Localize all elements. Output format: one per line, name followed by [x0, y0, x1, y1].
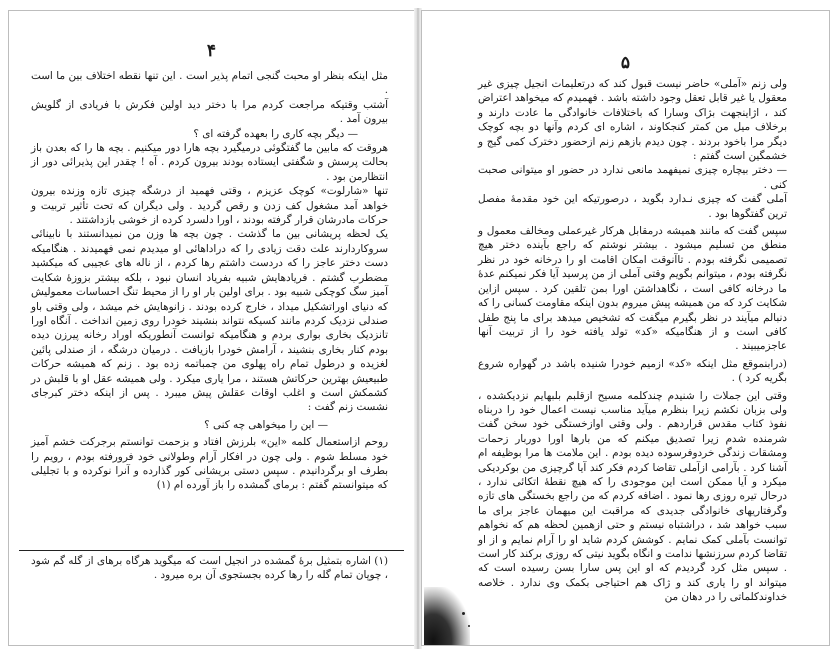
- paragraph: یک لحظه پریشانی بین ما گذشت . چون بچه ها وزن من نمیدانستند با نابینائی سروکاردارند علت دقت زیادی را که دراداهائی او میدیدم نمی فهمیدند . هنگامیکه دست دختر عاجز را که دردست داشتم رها کردم ، از ناله های عجیبی که میکشید مضطرب گشتم . فریادهایش شبیه بفریاد انسان نبود ، بلکه بیشتر بزوزۀ شکایت آمیز سگ کوچکی شبیه بود . برای اولین بار او را از محیط تنگ احساسات معمولیش که دنیای اوراتشکیل میداد ، خارج کرده بودند . زانوهایش خم میشد ، ولی وقتی باو صندلی نزدیک کردم مانند کسیکه نتواند بنشیند خودرا روی زمین انداخت . آنگاه اورا تانزدیک بخاری بواری بردم و هنگامیکه توانست آنطوریکه اوراد رخانه پیرزن دیده بودم کنار بخاری بنشیند ، آرامش خودرا بازیافت . درمیان درشگه ، از صندلی پائین لغزیده و درطول تمام راه پهلوی من چمباتمه زده بود . زنم که همیشه حرکات طبیعیش بهترین حرکاتش هستند ، مرا یاری میکرد . ولی همیشه عقل او با قلبش در کشمکش است و اغلب اوقات عقلش پیش میبرد . پس از اینکه دختر کبرجای نشست زنم گفت :: [31, 228, 388, 414]
- paragraph: مثل اینکه بنظر او محبت گنجی اتمام پذیر است . این تنها نقطه اختلاف بین ما است .: [31, 70, 388, 97]
- scan-speck: [468, 625, 470, 627]
- dialogue-line: — این را میخواهی چه کنی ؟: [204, 418, 328, 431]
- dialogue-line: — دختر بیچاره چیزی نمیفهمد مانعی ندارد در حضور او میتوانی صحبت کنی .: [478, 164, 787, 191]
- paragraph: تنها «شارلوت» کوچک عزیزم ، وقتی فهمید از درشگه چیزی تازه وزنده بیرون خواهد آمد مشغول کف زدن و رقص گردید . ولی دیگران که تحت تأثیر تربیت و حرکات مادرشان قرار گرفته بودند ، اورا دلسرد کرده از خوشی بازداشتند .: [31, 185, 388, 227]
- page-number: ۵: [620, 53, 631, 73]
- scan-shadow: [424, 587, 470, 646]
- scan-speck: [462, 612, 465, 615]
- paragraph: آشتب وقتیکه مراجعت کردم مرا با دختر دید اولین فکرش با فریادی از گلویش بیرون آمد .: [31, 98, 388, 126]
- right-page-body: [478, 77, 787, 605]
- dialogue-line: — دیگر بچه کاری را بعهده گرفته ای ؟: [193, 127, 358, 140]
- paragraph: ولی زنم «آملی» حاضر نیست قبول کند که درتعلیمات انجیل چیزی غیر معقول یا غیر قابل تعقل وجود داشته باشد . فهمیدم که میخواهد اعتراض کند ، اژاینجهت بژاک وسارا که باختلافات خانوادگی ما عادت دارند و برخلاف میل من کمتر کنجکاوند ، اشاره ای کردم وآنها دو بچه کوچک دیگر مرا باخود بردند . چون دیدم بازهم زنم ازحضور دخترک کمی گیج و خشمگین است گفتم :: [478, 78, 787, 163]
- right-page: [421, 10, 830, 646]
- footnote: (۱) اشاره بتمثیل برۀ گمشده در انجیل است که میگوید هرگاه برهای از گله گم شود ، چوپان تمام گله را رها کرده بجستجوی آن بره میرود .: [31, 555, 388, 582]
- footnote-divider: [19, 550, 404, 551]
- paragraph: هروقت که مابین ما گفتگوئی درمیگیرد بچه هارا دور میکنیم . بچه ها را که بعدن باز بحالت پرسش و شگفتی ایستاده بودند بیرون کردم . آه ! چقدر این پذیرائی دور از انتظارمن بود .: [31, 142, 388, 183]
- paragraph: روحم ازاستعمال کلمه «این» بلرزش افتاد و بزحمت توانستم برجرکت خشم آمیز خود مسلط شوم . ولی چون در افکار آرام وطولانی خود فرورفته بودم ، رویم را بطرف او برگردانیدم . سپس دستی بریشانی کور گذارده و آنرا نوکرده و با تجلیلی که میتوانستم گفتم : برمای گمشده را باز آورده ام (۱): [31, 436, 388, 492]
- left-page-body: [31, 69, 388, 493]
- paragraph: وقتی این جملات را شنیدم چندکلمه مسیح ازقلبم بلبهایم نزدیکشده ، ولی بزبان نکشم زیرا بنظرم میآید مناسب نیست اعمال خود را دربناه نفوذ کتاب مقدس قراردهم . ولی وقتی اوازخستگی خود سخن گفت شرمنده شدم زیرا تصدیق میکنم که من بارها اورا دوربار زحمات ومشقات زندگی خردوفرسوده دیده بودم . این ملامت ها مرا بوظیفه ام آشنا کرد . بآرامی ازآملی تقاضا کردم فکر کند آیا گرچیزی من بوکردیکی میکرد و آیا ممکن است این موجودی را که هیچ نقطۀ اتکائی ندارد ، درحال تیره روزی رها نمود . اضافه کردم که من راجع بخستگی های تازه وگرفتاریهای خانوادگی جدیدی که مراقبت این میهمان عاجز برای ما سبب خواهد شد ، دراشتباه نیستم و حتی ازهمین لحظه هم که نخواهم توانست بآملی کمک نمایم . کوشش کردم شاید او را آرام نمایم و از او تقاضا کردم سرزنشها ندامت و انگاه بگوید نیتی که روزی برکند کار است . سپس مثل کرد گردیدم که او این پس سارا بسن رسیده است که میتواند او را یاری کند و ژاک هم احتیاجی بکمک وی ندارد . خلاصه خداوندکلماتی را در دهان من: [478, 389, 787, 604]
- paragraph: (درابنموقع مثل اینکه «کد» ازمیم خودرا شنیده باشد در گهواره شروع بگریه کرد ) .: [478, 357, 787, 385]
- paragraph: سپس گفت که مانند همیشه درمقابل هرکار غیرعملی ومخالف معمول و منطق من تسلیم میشود . بیشتر نوشتم که راجع بآینده دختر هیچ تصمیمی نگرفته بودم . تاآنوقت امکان اقامت او را درخانه خود در نظر نگرفته بودم ، میتوانم بگویم وقتی آملی از من پرسید آیا فکر نمیکنم عدهٔ ما درخانه کافی است ، نگاهداشتن اورا بمن تلقین کرد . سپس ازاین شکایت کرد که من همیشه پیش میروم بدون اینکه مقاومت کسانی را که دنبالم میآیند در نظر بگیرم میگفت که تشخیص میدهد برای ما پنج طفل کافی است و از هنگامیکه «کد» تولد یافته خود را از تربیت آنها عاجزمیبیند .: [478, 225, 787, 353]
- page-number: ۴: [206, 41, 217, 61]
- paragraph: آملی گفت که چیزی نـدارد بگوید ، درصورتیکه این خود مقدمۀ مفصل ترین گفتگوها بود .: [478, 193, 787, 220]
- left-page: [8, 10, 415, 646]
